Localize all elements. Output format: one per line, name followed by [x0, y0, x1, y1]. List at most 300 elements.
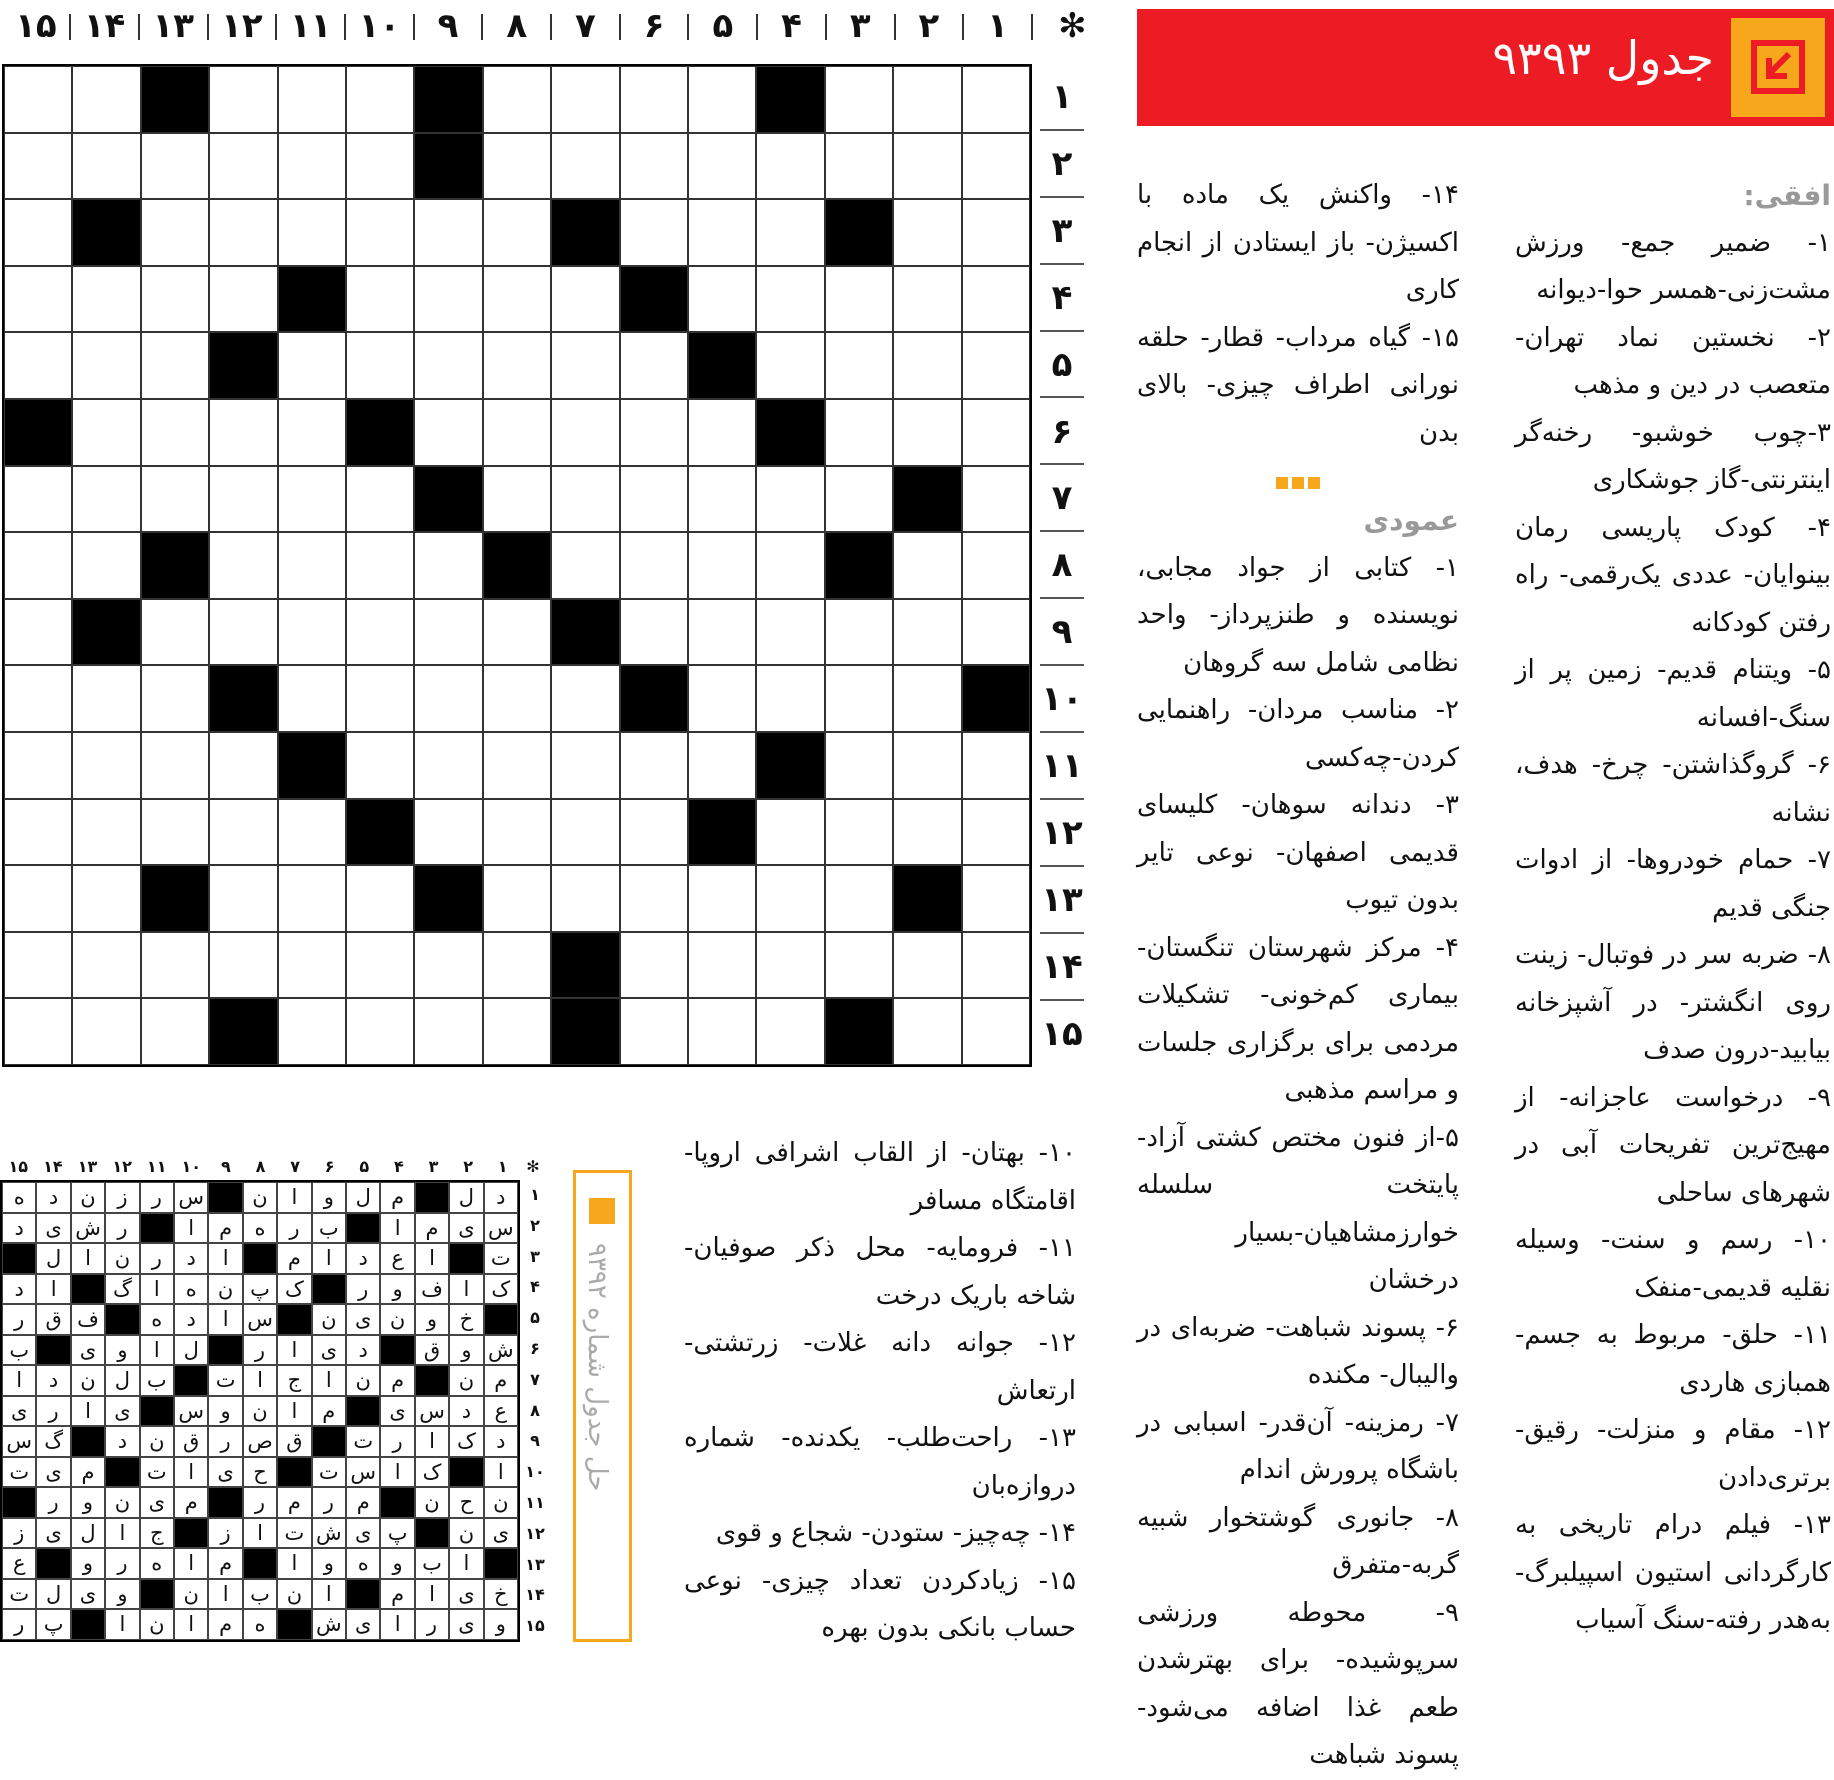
black-cell [278, 266, 346, 333]
answer-cell[interactable] [4, 133, 72, 200]
answer-cell[interactable] [141, 466, 209, 533]
answer-cell[interactable] [688, 399, 756, 466]
answer-cell[interactable] [551, 865, 619, 932]
crossword-grid[interactable] [2, 64, 1032, 1067]
answer-cell[interactable] [962, 799, 1030, 866]
answer-cell[interactable] [893, 332, 961, 399]
answer-cell[interactable] [141, 599, 209, 666]
black-cell [688, 332, 756, 399]
answer-cell[interactable] [620, 998, 688, 1065]
down-clues-column-continued [684, 1130, 1076, 1653]
answer-cell[interactable] [278, 998, 346, 1065]
across-clue: ۶- گروگذاشتن- چرخ- هدف، نشانه [1515, 750, 1831, 828]
solution-cell: س [2, 1426, 36, 1457]
answer-cell[interactable] [346, 865, 414, 932]
answer-cell[interactable] [483, 865, 551, 932]
answer-cell[interactable] [551, 399, 619, 466]
answer-cell[interactable] [825, 66, 893, 133]
down-clue: ۱۲- جوانه دانه غلات- زرتشتی- ارتعاش [684, 1328, 1076, 1406]
answer-cell[interactable] [551, 665, 619, 732]
down-clue: ۱۱- فرومایه- محل ذکر صوفیان- شاخه باریک درخت [684, 1233, 1076, 1311]
solution-column-number: ۱۲ [112, 1157, 132, 1176]
solution-column-number: ۳ [428, 1157, 439, 1176]
answer-cell[interactable] [4, 532, 72, 599]
answer-cell[interactable] [4, 932, 72, 999]
answer-cell[interactable] [209, 599, 277, 666]
answer-cell[interactable] [72, 865, 140, 932]
black-cell [414, 133, 482, 200]
answer-cell[interactable] [962, 865, 1030, 932]
answer-cell[interactable] [4, 266, 72, 333]
answer-cell[interactable] [756, 665, 824, 732]
answer-cell[interactable] [893, 532, 961, 599]
answer-cell[interactable] [756, 932, 824, 999]
solution-cell: ی [71, 1335, 105, 1366]
answer-cell[interactable] [278, 332, 346, 399]
answer-cell[interactable] [346, 466, 414, 533]
solution-cell: ر [140, 1243, 174, 1274]
answer-cell[interactable] [483, 732, 551, 799]
answer-cell[interactable] [962, 932, 1030, 999]
answer-cell[interactable] [414, 199, 482, 266]
answer-cell[interactable] [209, 865, 277, 932]
answer-cell[interactable] [962, 599, 1030, 666]
answer-cell[interactable] [483, 665, 551, 732]
down-clue: ۲- مناسب مردان- راهنمایی کردن-چه‌کسی [1137, 695, 1459, 773]
black-cell [620, 665, 688, 732]
answer-cell[interactable] [209, 66, 277, 133]
answer-cell[interactable] [209, 799, 277, 866]
answer-cell[interactable] [141, 266, 209, 333]
answer-cell[interactable] [209, 199, 277, 266]
solution-cell: ف [415, 1274, 449, 1305]
answer-cell[interactable] [209, 732, 277, 799]
answer-cell[interactable] [620, 532, 688, 599]
answer-cell[interactable] [756, 599, 824, 666]
answer-cell[interactable] [209, 466, 277, 533]
answer-cell[interactable] [414, 532, 482, 599]
answer-cell[interactable] [4, 599, 72, 666]
answer-cell[interactable] [278, 932, 346, 999]
answer-cell[interactable] [893, 399, 961, 466]
solution-cell: ن [105, 1487, 139, 1518]
answer-cell[interactable] [278, 199, 346, 266]
puzzle-title: جدول ۹۳۹۳ [1492, 31, 1714, 85]
answer-cell[interactable] [141, 332, 209, 399]
answer-cell[interactable] [346, 665, 414, 732]
answer-cell[interactable] [278, 133, 346, 200]
solution-cell: ن [415, 1487, 449, 1518]
solution-cell: ب [243, 1579, 277, 1610]
across-clue: ۹- درخواست عاجزانه- از مهیج‌ترین تفریحات آبی در شهرهای ساحلی [1515, 1082, 1831, 1208]
answer-cell[interactable] [141, 399, 209, 466]
answer-cell[interactable] [620, 399, 688, 466]
answer-cell[interactable] [278, 599, 346, 666]
answer-cell[interactable] [893, 799, 961, 866]
answer-cell[interactable] [346, 998, 414, 1065]
answer-cell[interactable] [72, 998, 140, 1065]
answer-cell[interactable] [893, 998, 961, 1065]
solution-cell: ی [208, 1457, 242, 1488]
column-number: ۹ [414, 4, 483, 48]
black-cell [825, 532, 893, 599]
answer-cell[interactable] [756, 532, 824, 599]
answer-cell[interactable] [962, 532, 1030, 599]
answer-cell[interactable] [825, 599, 893, 666]
solution-black-cell [105, 1304, 139, 1335]
answer-cell[interactable] [962, 199, 1030, 266]
answer-cell[interactable] [72, 532, 140, 599]
answer-cell[interactable] [756, 865, 824, 932]
answer-cell[interactable] [278, 399, 346, 466]
solution-cell: س [415, 1396, 449, 1427]
answer-cell[interactable] [962, 399, 1030, 466]
answer-cell[interactable] [756, 332, 824, 399]
solution-black-cell [415, 1182, 449, 1213]
solution-cell: ه [140, 1548, 174, 1579]
solution-cell: گ [36, 1426, 70, 1457]
answer-cell[interactable] [962, 998, 1030, 1065]
answer-cell[interactable] [346, 133, 414, 200]
answer-cell[interactable] [551, 799, 619, 866]
answer-cell[interactable] [4, 466, 72, 533]
column-number: ۲ [895, 4, 964, 48]
answer-cell[interactable] [209, 932, 277, 999]
down-clue: ۳- دندانه سوهان- کلیسای قدیمی اصفهان- نوعی تایر بدون تیوب [1137, 790, 1459, 915]
answer-cell[interactable] [72, 732, 140, 799]
solution-cell: ی [449, 1609, 483, 1640]
solution-cell: ا [243, 1365, 277, 1396]
answer-cell[interactable] [483, 932, 551, 999]
answer-cell[interactable] [346, 532, 414, 599]
answer-cell[interactable] [483, 199, 551, 266]
solution-cell: ی [36, 1213, 70, 1244]
solution-column-number: ۱۵ [8, 1157, 29, 1176]
down-clue: ۱- کتابی از جواد مجابی، نویسنده و طنزپرداز- واحد نظامی شامل سه گروهان [1137, 552, 1459, 678]
answer-cell[interactable] [414, 932, 482, 999]
answer-cell[interactable] [825, 266, 893, 333]
solution-column-number: ۱۴ [43, 1157, 63, 1176]
solution-black-cell [449, 1243, 483, 1274]
down-clue: ۵-از فنون مختص کشتی آزاد- پایتخت سلسله خوارزمشاهیان-بسیار درخشان [1137, 1122, 1459, 1295]
solution-black-cell [71, 1274, 105, 1305]
solution-cell: م [71, 1457, 105, 1488]
solution-cell: د [484, 1182, 518, 1213]
answer-cell[interactable] [551, 532, 619, 599]
answer-cell[interactable] [962, 66, 1030, 133]
answer-cell[interactable] [688, 865, 756, 932]
solution-cell: پ [36, 1609, 70, 1640]
solution-cell: ه [243, 1609, 277, 1640]
black-cell [141, 66, 209, 133]
answer-cell[interactable] [620, 332, 688, 399]
answer-cell[interactable] [414, 799, 482, 866]
solution-cell: ص [243, 1426, 277, 1457]
answer-cell[interactable] [620, 865, 688, 932]
row-number: ۱۵ [1041, 1013, 1083, 1054]
answer-cell[interactable] [72, 66, 140, 133]
answer-cell[interactable] [756, 266, 824, 333]
answer-cell[interactable] [4, 199, 72, 266]
solution-column-number: ۱۳ [77, 1157, 98, 1176]
answer-cell[interactable] [346, 332, 414, 399]
answer-cell[interactable] [483, 332, 551, 399]
answer-cell[interactable] [483, 266, 551, 333]
answer-cell[interactable] [72, 332, 140, 399]
solution-cell: ل [36, 1243, 70, 1274]
answer-cell[interactable] [893, 199, 961, 266]
solution-cell: م [208, 1213, 242, 1244]
solution-black-cell [243, 1243, 277, 1274]
answer-cell[interactable] [688, 665, 756, 732]
solution-cell: ر [415, 1609, 449, 1640]
answer-cell[interactable] [414, 732, 482, 799]
solution-black-cell [140, 1396, 174, 1427]
answer-cell[interactable] [72, 799, 140, 866]
answer-cell[interactable] [483, 133, 551, 200]
solution-black-cell [71, 1426, 105, 1457]
solution-cell: و [380, 1274, 414, 1305]
answer-cell[interactable] [551, 133, 619, 200]
answer-cell[interactable] [893, 932, 961, 999]
answer-cell[interactable] [141, 932, 209, 999]
answer-cell[interactable] [141, 133, 209, 200]
answer-cell[interactable] [141, 998, 209, 1065]
answer-cell[interactable] [962, 732, 1030, 799]
answer-cell[interactable] [483, 998, 551, 1065]
solution-cell: ا [380, 1457, 414, 1488]
answer-cell[interactable] [825, 799, 893, 866]
answer-cell[interactable] [4, 865, 72, 932]
solution-cell: د [36, 1182, 70, 1213]
black-cell [688, 799, 756, 866]
solution-cell: ر [2, 1609, 36, 1640]
answer-cell[interactable] [620, 133, 688, 200]
answer-cell[interactable] [72, 466, 140, 533]
solution-cell: م [380, 1182, 414, 1213]
answer-cell[interactable] [688, 732, 756, 799]
solution-column-number: ۷ [290, 1157, 300, 1176]
answer-cell[interactable] [551, 332, 619, 399]
solution-row-number: ۹ [530, 1431, 540, 1451]
answer-cell[interactable] [278, 865, 346, 932]
solution-black-cell [174, 1518, 208, 1549]
answer-cell[interactable] [346, 599, 414, 666]
answer-cell[interactable] [72, 266, 140, 333]
answer-cell[interactable] [962, 332, 1030, 399]
solution-black-cell [415, 1518, 449, 1549]
row-number: ۸ [1040, 532, 1084, 599]
answer-cell[interactable] [893, 133, 961, 200]
across-clue: ۱۴- واکنش یک ماده با اکسیژن- باز ایستادن از انجام کاری [1137, 180, 1459, 305]
black-cell [141, 532, 209, 599]
answer-cell[interactable] [551, 266, 619, 333]
answer-cell[interactable] [551, 732, 619, 799]
solution-column-number: ۱ [497, 1157, 508, 1176]
answer-cell[interactable] [688, 199, 756, 266]
answer-cell[interactable] [756, 466, 824, 533]
answer-cell[interactable] [72, 133, 140, 200]
solution-cell: ن [105, 1243, 139, 1274]
solution-cell: ق [36, 1304, 70, 1335]
answer-cell[interactable] [551, 66, 619, 133]
answer-cell[interactable] [414, 332, 482, 399]
answer-cell[interactable] [4, 665, 72, 732]
solution-cell: ن [71, 1365, 105, 1396]
answer-cell[interactable] [278, 466, 346, 533]
answer-cell[interactable] [756, 799, 824, 866]
answer-cell[interactable] [4, 332, 72, 399]
solution-cell: ا [174, 1609, 208, 1640]
answer-cell[interactable] [688, 932, 756, 999]
solution-cell: و [415, 1304, 449, 1335]
answer-cell[interactable] [4, 66, 72, 133]
black-cell [551, 932, 619, 999]
answer-cell[interactable] [688, 266, 756, 333]
answer-cell[interactable] [825, 665, 893, 732]
solution-black-cell [71, 1609, 105, 1640]
answer-cell[interactable] [620, 732, 688, 799]
answer-cell[interactable] [620, 199, 688, 266]
answer-cell[interactable] [825, 133, 893, 200]
solution-black-cell [484, 1548, 518, 1579]
answer-cell[interactable] [278, 799, 346, 866]
answer-cell[interactable] [346, 66, 414, 133]
solution-black-cell [312, 1274, 346, 1305]
across-clue: ۳-چوب خوشبو- رخنه‌گر اینترنتی-گاز جوشکاری [1515, 417, 1831, 495]
across-clue: ۱۱- حلق- مربوط به جسم- همبازی هاردی [1515, 1320, 1831, 1398]
answer-cell[interactable] [688, 532, 756, 599]
answer-cell[interactable] [141, 199, 209, 266]
row-number: ۷ [1040, 465, 1084, 532]
solution-cell: د [346, 1243, 380, 1274]
solution-cell: ا [208, 1243, 242, 1274]
answer-cell[interactable] [414, 665, 482, 732]
answer-cell[interactable] [209, 532, 277, 599]
answer-cell[interactable] [825, 732, 893, 799]
solution-cell: د [449, 1396, 483, 1427]
answer-cell[interactable] [825, 466, 893, 533]
answer-cell[interactable] [278, 66, 346, 133]
solution-cell: ک [449, 1426, 483, 1457]
answer-cell[interactable] [4, 998, 72, 1065]
solution-cell: ب [415, 1548, 449, 1579]
answer-cell[interactable] [620, 66, 688, 133]
answer-cell[interactable] [209, 399, 277, 466]
solution-grid [0, 1180, 520, 1642]
answer-cell[interactable] [72, 399, 140, 466]
answer-cell[interactable] [688, 466, 756, 533]
answer-cell[interactable] [620, 599, 688, 666]
answer-cell[interactable] [4, 732, 72, 799]
answer-cell[interactable] [209, 133, 277, 200]
solution-cell: ن [174, 1579, 208, 1610]
answer-cell[interactable] [72, 665, 140, 732]
solution-cell: ر [243, 1335, 277, 1366]
answer-cell[interactable] [483, 466, 551, 533]
answer-cell[interactable] [756, 199, 824, 266]
black-cell [141, 865, 209, 932]
answer-cell[interactable] [962, 133, 1030, 200]
answer-cell[interactable] [346, 266, 414, 333]
solution-row-number: ۷ [530, 1369, 540, 1389]
answer-cell[interactable] [414, 998, 482, 1065]
answer-cell[interactable] [893, 732, 961, 799]
answer-cell[interactable] [483, 799, 551, 866]
answer-cell[interactable] [893, 266, 961, 333]
solution-cell: ی [346, 1609, 380, 1640]
answer-cell[interactable] [825, 932, 893, 999]
answer-cell[interactable] [346, 932, 414, 999]
answer-cell[interactable] [346, 199, 414, 266]
answer-cell[interactable] [962, 266, 1030, 333]
answer-cell[interactable] [620, 932, 688, 999]
answer-cell[interactable] [756, 133, 824, 200]
answer-cell[interactable] [414, 599, 482, 666]
answer-cell[interactable] [483, 599, 551, 666]
answer-cell[interactable] [72, 932, 140, 999]
answer-cell[interactable] [551, 466, 619, 533]
answer-cell[interactable] [893, 599, 961, 666]
answer-cell[interactable] [756, 998, 824, 1065]
solution-column-number: ۸ [255, 1157, 266, 1176]
solution-cell: ر [380, 1426, 414, 1457]
answer-cell[interactable] [893, 66, 961, 133]
puzzle-header [1137, 9, 1834, 126]
solution-cell: ش [312, 1518, 346, 1549]
solution-cell: ن [208, 1274, 242, 1305]
solution-cell: ل [346, 1182, 380, 1213]
separator-dots [1137, 477, 1459, 489]
answer-cell[interactable] [688, 133, 756, 200]
answer-cell[interactable] [483, 66, 551, 133]
black-cell [278, 732, 346, 799]
answer-cell[interactable] [893, 665, 961, 732]
answer-cell[interactable] [825, 399, 893, 466]
answer-cell[interactable] [414, 266, 482, 333]
answer-cell[interactable] [620, 799, 688, 866]
solution-cell: ک [415, 1457, 449, 1488]
answer-cell[interactable] [962, 466, 1030, 533]
solution-black-cell [208, 1182, 242, 1213]
answer-cell[interactable] [4, 799, 72, 866]
solution-black-cell [208, 1487, 242, 1518]
answer-cell[interactable] [825, 865, 893, 932]
star-icon: ✻ [1058, 6, 1087, 46]
answer-cell[interactable] [414, 399, 482, 466]
solution-cell: ا [277, 1396, 311, 1427]
column-number: ۸ [482, 4, 551, 48]
answer-cell[interactable] [278, 532, 346, 599]
answer-cell[interactable] [141, 732, 209, 799]
answer-cell[interactable] [141, 799, 209, 866]
answer-cell[interactable] [620, 466, 688, 533]
solution-cell: س [346, 1457, 380, 1488]
answer-cell[interactable] [825, 332, 893, 399]
answer-cell[interactable] [141, 665, 209, 732]
black-cell [72, 199, 140, 266]
answer-cell[interactable] [688, 599, 756, 666]
answer-cell[interactable] [346, 732, 414, 799]
answer-cell[interactable] [688, 66, 756, 133]
column-number: ۱۳ [139, 4, 208, 48]
answer-cell[interactable] [483, 399, 551, 466]
answer-cell[interactable] [688, 998, 756, 1065]
solution-cell: س [174, 1396, 208, 1427]
solution-cell: ا [105, 1609, 139, 1640]
answer-cell[interactable] [209, 266, 277, 333]
answer-cell[interactable] [278, 665, 346, 732]
